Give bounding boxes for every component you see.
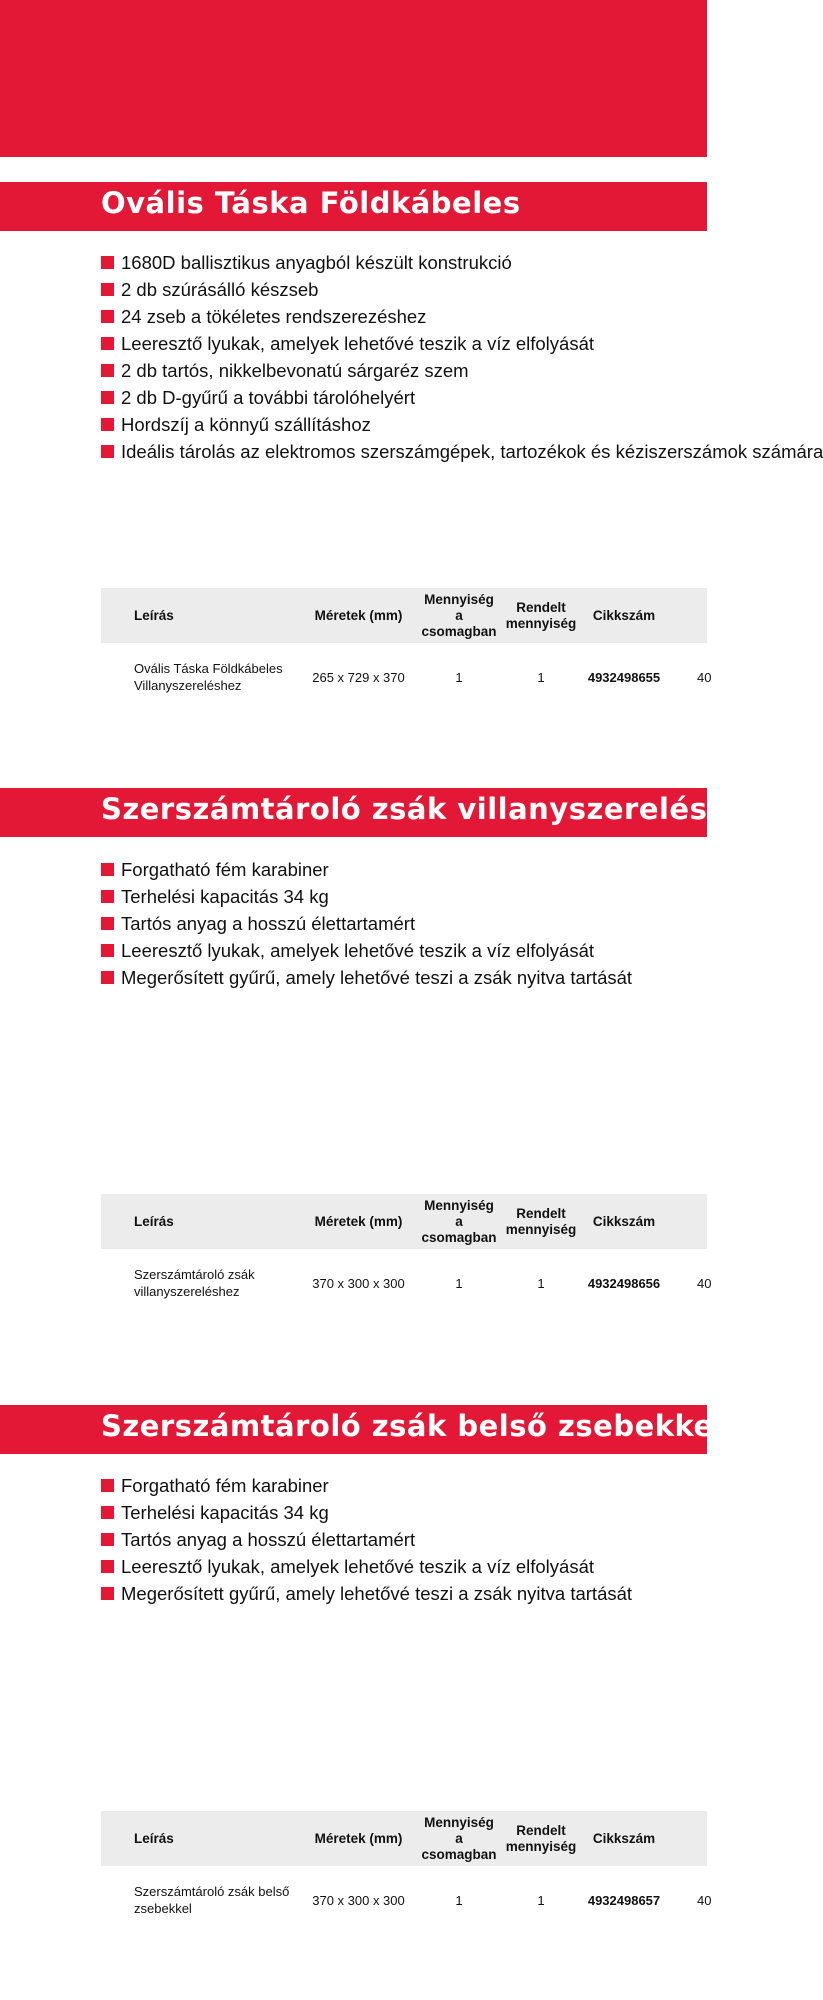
feature-item: Forgatható fém karabiner (101, 856, 707, 883)
square-bullet-icon (101, 944, 114, 957)
section-3-title-bar (0, 1405, 725, 1454)
table-header (101, 588, 707, 643)
cell-ordered-qty: 1 (537, 669, 545, 685)
section-2-feature-list (101, 856, 707, 991)
cell-extra: 40 (697, 1892, 712, 1908)
header-article-no: Cikkszám (592, 607, 656, 623)
feature-item: Forgatható fém karabiner (101, 1472, 707, 1499)
table-row (101, 1866, 712, 1934)
header-dimensions: Méretek (mm) (314, 607, 403, 623)
cell-description: Ovális Táska Földkábeles Villanyszereléshez (134, 661, 283, 693)
square-bullet-icon (101, 1479, 114, 1492)
feature-item: Megerősített gyűrű, amely lehetővé teszi a zsák nyitva tartását (101, 1580, 707, 1607)
cell-article-no: 4932498657 (587, 1892, 661, 1908)
header-qty-pack: Mennyiség a csomagban (421, 1197, 497, 1245)
cell-ordered-qty: 1 (537, 1892, 545, 1908)
section-1-feature-list (101, 249, 823, 465)
section-3-feature-list (101, 1472, 707, 1607)
cell-qty-pack: 1 (455, 1275, 463, 1291)
square-bullet-icon (101, 1560, 114, 1573)
square-bullet-icon (101, 310, 114, 323)
feature-item: 2 db tartós, nikkelbevonatú sárgaréz szem (101, 357, 707, 384)
header-dimensions: Méretek (mm) (314, 1213, 403, 1229)
table-header (101, 1811, 707, 1866)
table-header (101, 1194, 707, 1249)
square-bullet-icon (101, 890, 114, 903)
table-row (101, 1249, 712, 1317)
feature-item: Tartós anyag a hosszú élettartamért (101, 1526, 707, 1553)
header-article-no: Cikkszám (592, 1830, 656, 1846)
feature-item: Terhelési kapacitás 34 kg (101, 883, 707, 910)
header-dimensions: Méretek (mm) (314, 1830, 403, 1846)
cell-qty-pack: 1 (455, 1892, 463, 1908)
cell-description: Szerszámtároló zsák villanyszereléshez (134, 1267, 255, 1299)
section-1-title: Ovális Táska Földkábeles (101, 186, 521, 220)
square-bullet-icon (101, 256, 114, 269)
feature-item: Ideális tárolás az elektromos szerszámgépek, tartozékok és kéziszerszámok számára (101, 438, 707, 465)
header-article-no: Cikkszám (592, 1213, 656, 1229)
section-3-title: Szerszámtároló zsák belső zsebekkel (101, 1409, 725, 1443)
square-bullet-icon (101, 364, 114, 377)
table-row (101, 643, 712, 711)
cell-ordered-qty: 1 (537, 1275, 545, 1291)
feature-item: Leeresztő lyukak, amelyek lehetővé teszik a víz elfolyását (101, 1553, 707, 1580)
cell-article-no: 4932498656 (587, 1275, 661, 1291)
header-qty-pack: Mennyiség a csomagban (421, 1814, 497, 1862)
feature-item: Megerősített gyűrű, amely lehetővé teszi a zsák nyitva tartását (101, 964, 707, 991)
feature-item: 1680D ballisztikus anyagból készült konstrukció (101, 249, 707, 276)
cell-qty-pack: 1 (455, 669, 463, 685)
feature-item: Tartós anyag a hosszú élettartamért (101, 910, 707, 937)
section-2-product-table (101, 1194, 712, 1317)
section-2-title-bar (0, 788, 767, 837)
feature-item: Leeresztő lyukak, amelyek lehetővé teszik a víz elfolyását (101, 937, 707, 964)
section-1-product-table (101, 588, 712, 711)
feature-item: 24 zseb a tökéletes rendszerezéshez (101, 303, 707, 330)
header-description: Leírás (134, 607, 174, 623)
header-description: Leírás (134, 1830, 174, 1846)
cell-description: Szerszámtároló zsák belső zsebekkel (134, 1884, 290, 1916)
square-bullet-icon (101, 971, 114, 984)
feature-item: Leeresztő lyukak, amelyek lehetővé teszik a víz elfolyását (101, 330, 707, 357)
square-bullet-icon (101, 1587, 114, 1600)
feature-item: 2 db szúrásálló készseb (101, 276, 707, 303)
header-ordered-qty: Rendelt mennyiség (505, 1205, 577, 1237)
header-ordered-qty: Rendelt mennyiség (505, 599, 577, 631)
section-2-title: Szerszámtároló zsák villanyszereléshez (101, 792, 767, 826)
header-description: Leírás (134, 1213, 174, 1229)
header-qty-pack: Mennyiség a csomagban (421, 591, 497, 639)
square-bullet-icon (101, 283, 114, 296)
cell-dimensions: 370 x 300 x 300 (312, 1275, 405, 1291)
square-bullet-icon (101, 391, 114, 404)
square-bullet-icon (101, 337, 114, 350)
feature-item: Terhelési kapacitás 34 kg (101, 1499, 707, 1526)
feature-item: 2 db D-gyűrű a további tárolóhelyért (101, 384, 707, 411)
square-bullet-icon (101, 1533, 114, 1546)
cell-article-no: 4932498655 (587, 669, 661, 685)
square-bullet-icon (101, 418, 114, 431)
top-red-band (0, 0, 707, 157)
square-bullet-icon (101, 445, 114, 458)
cell-dimensions: 265 x 729 x 370 (312, 669, 405, 685)
feature-item: Hordszíj a könnyű szállításhoz (101, 411, 707, 438)
section-3-product-table (101, 1811, 712, 1934)
square-bullet-icon (101, 863, 114, 876)
square-bullet-icon (101, 917, 114, 930)
section-1-title-bar (0, 182, 707, 231)
cell-extra: 40 (697, 669, 712, 685)
cell-dimensions: 370 x 300 x 300 (312, 1892, 405, 1908)
square-bullet-icon (101, 1506, 114, 1519)
header-ordered-qty: Rendelt mennyiség (505, 1822, 577, 1854)
cell-extra: 40 (697, 1275, 712, 1291)
